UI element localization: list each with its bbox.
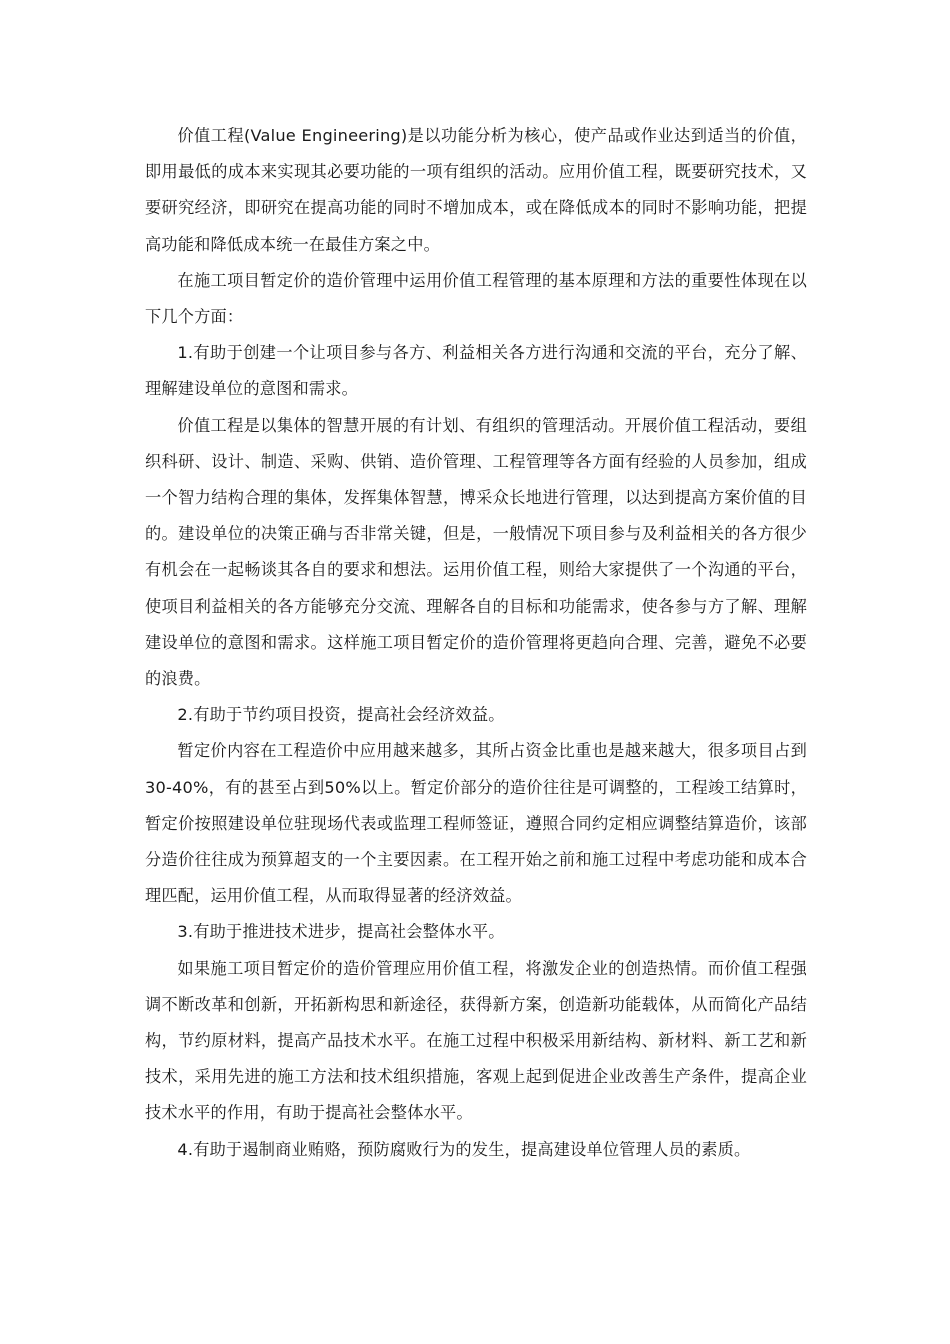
point-2-body: 暂定价内容在工程造价中应用越来越多，其所占资金比重也是越来越大，很多项目占到30-40%，有的甚至占到50%以上。暂定价部分的造价往往是可调整的，工程竣工结算时，暂定价按照建设单位驻现场代表或监理工程师签证，遵照合同约定相应调整结算造价，该部分造价往往成为预算超支的一个主要因素。在工程开始之前和施工过程中考虑功能和成本合理匹配，运用价值工程，从而取得显著的经济效益。 — [145, 741, 807, 906]
point-1-body: 价值工程是以集体的智慧开展的有计划、有组织的管理活动。开展价值工程活动，要组织科研、设计、制造、采购、供销、造价管理、工程管理等各方面有经验的人员参加，组成一个智力结构合理的集体，发挥集体智慧，博采众长地进行管理，以达到提高方案价值的目的。建设单位的决策正确与否非常关键，但是，一般情况下项目参与及利益相关的各方很少有机会在一起畅谈其各自的要求和想法。运用价值工程，则给大家提供了一个沟通的平台，使项目利益相关的各方能够充分交流、理解各自的目标和功能需求，使各参与方了解、理解建设单位的意图和需求。这样施工项目暂定价的造价管理将更趋向合理、完善，避免不必要的浪费。 — [145, 415, 807, 689]
point-4-heading: 4.有助于遏制商业贿赂，预防腐败行为的发生，提高建设单位管理人员的素质。 — [177, 1139, 751, 1159]
point-3-heading: 3.有助于推进技术进步，提高社会整体水平。 — [177, 922, 505, 942]
point-1-heading: 1.有助于创建一个让项目参与各方、利益相关各方进行沟通和交流的平台，充分了解、理解建设单位的意图和需求。 — [145, 343, 807, 399]
point-3-body: 如果施工项目暂定价的造价管理应用价值工程，将激发企业的创造热情。而价值工程强调不断改革和创新，开拓新构思和新途径，获得新方案，创造新功能载体，从而简化产品结构，节约原材料，提高产品技术水平。在施工过程中积极采用新结构、新材料、新工艺和新技术，采用先进的施工方法和技术组织措施，客观上起到促进企业改善生产条件，提高企业技术水平的作用，有助于提高社会整体水平。 — [145, 958, 807, 1123]
point-2-heading: 2.有助于节约项目投资，提高社会经济效益。 — [177, 705, 505, 725]
paragraph-importance-intro: 在施工项目暂定价的造价管理中运用价值工程管理的基本原理和方法的重要性体现在以下几个方面： — [145, 270, 807, 327]
paragraph-value-engineering-definition: 价值工程(Value Engineering)是以功能分析为核心，使产品或作业达到适当的价值，即用最低的成本来实现其必要功能的一项有组织的活动。应用价值工程，既要研究技术，又要研究经济，即研究在提高功能的同时不增加成本，或在降低成本的同时不影响功能，把提高功能和降低成本统一在最佳方案之中。 — [145, 126, 807, 254]
document-body — [145, 118, 807, 1168]
